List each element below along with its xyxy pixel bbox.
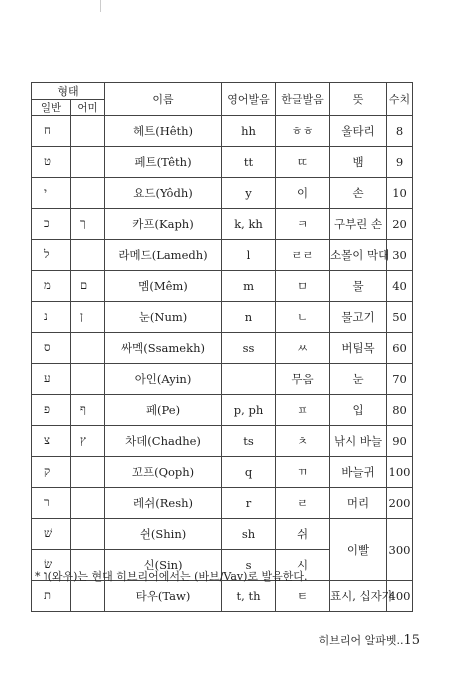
cell-final-letter: ך [71,209,105,240]
cell-final-letter [71,333,105,364]
cell-name: 꼬프(Qoph) [105,457,222,488]
cell-name: 페트(Têth) [105,147,222,178]
cell-name: 헤트(Hêth) [105,116,222,147]
cell-value: 90 [387,426,413,457]
cell-final-letter: ם [71,271,105,302]
cell-meaning: 소몰이 막대 [330,240,387,271]
cell-korean: ㅍ [276,395,330,426]
cell-korean: ㅆ [276,333,330,364]
cell-english: ss [222,333,276,364]
cell-final-letter [71,581,105,612]
cell-english: l [222,240,276,271]
cell-meaning: 버팀목 [330,333,387,364]
cell-value: 9 [387,147,413,178]
table-row [32,240,413,271]
cell-name: 차데(Chadhe) [105,426,222,457]
header-name: 이름 [105,83,222,116]
page-edge-mark [100,0,101,12]
cell-english: t, th [222,581,276,612]
cell-general-letter: י [32,178,71,209]
page-number: 15 [403,633,420,648]
cell-name: 카프(Kaph) [105,209,222,240]
table-row [32,333,413,364]
header-row [32,83,413,100]
cell-general-letter: מ [32,271,71,302]
header-korean: 한글발음 [276,83,330,116]
cell-value: 50 [387,302,413,333]
cell-value: 20 [387,209,413,240]
cell-final-letter [71,116,105,147]
cell-english [222,364,276,395]
cell-english: tt [222,147,276,178]
cell-korean: ㅎㅎ [276,116,330,147]
cell-korean: ㅋ [276,209,330,240]
table-row [32,271,413,302]
table-row [32,519,413,550]
cell-name: 타우(Taw) [105,581,222,612]
cell-value: 100 [387,457,413,488]
cell-general-letter: צ [32,426,71,457]
cell-english: p, ph [222,395,276,426]
table-row [32,364,413,395]
cell-general-letter: ט [32,147,71,178]
cell-korean: 무음 [276,364,330,395]
cell-value: 80 [387,395,413,426]
cell-english: ts [222,426,276,457]
table-row [32,457,413,488]
cell-meaning: 표시, 십자가 [330,581,387,612]
header-english: 영어발음 [222,83,276,116]
cell-meaning: 손 [330,178,387,209]
cell-general-letter: ל [32,240,71,271]
cell-meaning: 뱀 [330,147,387,178]
cell-final-letter [71,364,105,395]
cell-name: 신(Sin) [105,550,222,581]
cell-value: 40 [387,271,413,302]
page-footer [319,632,420,648]
cell-english: hh [222,116,276,147]
cell-general-letter: ק [32,457,71,488]
footnote-letter: ו [44,568,48,584]
cell-general-letter: ר [32,488,71,519]
cell-final-letter [71,519,105,550]
cell-english: m [222,271,276,302]
cell-english: sh [222,519,276,550]
cell-korean: ㄲ [276,457,330,488]
cell-english: n [222,302,276,333]
cell-meaning: 물 [330,271,387,302]
cell-final-letter: ף [71,395,105,426]
cell-korean: ㄹㄹ [276,240,330,271]
table-row [32,178,413,209]
cell-name: 쉰(Shin) [105,519,222,550]
cell-korean: 이 [276,178,330,209]
cell-general-letter: כ [32,209,71,240]
cell-korean: ㅌ [276,581,330,612]
cell-final-letter: ץ [71,426,105,457]
cell-english: y [222,178,276,209]
table-row [32,209,413,240]
cell-name: 레쉬(Resh) [105,488,222,519]
cell-korean: ㅊ [276,426,330,457]
cell-value: 300 [387,519,413,581]
cell-general-letter: ח [32,116,71,147]
cell-value: 30 [387,240,413,271]
cell-meaning: 물고기 [330,302,387,333]
cell-meaning: 입 [330,395,387,426]
cell-general-letter: שׁ [32,519,71,550]
cell-value: 10 [387,178,413,209]
header-value: 수치 [387,83,413,116]
cell-value: 400 [387,581,413,612]
cell-general-letter: נ [32,302,71,333]
cell-general-letter: שׂ [32,550,71,581]
cell-meaning: 머리 [330,488,387,519]
cell-name: 멤(Mêm) [105,271,222,302]
cell-value: 8 [387,116,413,147]
header-general: 일반 [32,100,71,116]
cell-name: 아인(Ayin) [105,364,222,395]
header-final: 어미 [71,100,105,116]
cell-value: 200 [387,488,413,519]
cell-meaning: 눈 [330,364,387,395]
table-row [32,488,413,519]
table-row [32,302,413,333]
cell-meaning: 낚시 바늘 [330,426,387,457]
cell-general-letter: ע [32,364,71,395]
cell-name: 싸멕(Ssamekh) [105,333,222,364]
footnote [35,568,308,585]
cell-final-letter [71,240,105,271]
cell-name: 라메드(Lamedh) [105,240,222,271]
cell-english: k, kh [222,209,276,240]
cell-korean: ㄸ [276,147,330,178]
table-row [32,581,413,612]
cell-korean: ㄹ [276,488,330,519]
hebrew-alphabet-table [31,82,413,612]
cell-general-letter: פ [32,395,71,426]
cell-meaning: 바늘귀 [330,457,387,488]
cell-english: s [222,550,276,581]
cell-name: 페(Pe) [105,395,222,426]
cell-final-letter [71,488,105,519]
cell-final-letter [71,178,105,209]
footnote-star: * [35,570,41,583]
footer-title: 히브리어 알파벳 [318,634,397,647]
cell-meaning: 구부린 손 [330,209,387,240]
cell-value: 60 [387,333,413,364]
header-form: 형태 [32,83,105,100]
table-row [32,395,413,426]
table-row [32,116,413,147]
cell-general-letter: ס [32,333,71,364]
cell-final-letter: ן [71,302,105,333]
cell-general-letter: ת [32,581,71,612]
cell-final-letter [71,457,105,488]
cell-meaning: 울타리 [330,116,387,147]
cell-english: r [222,488,276,519]
table-row [32,426,413,457]
header-meaning: 뜻 [330,83,387,116]
cell-korean: ㅁ [276,271,330,302]
cell-korean: ㄴ [276,302,330,333]
footnote-text: (와우)는 현대 히브리어에서는 (바브/Vav)로 발음한다. [47,570,308,583]
cell-final-letter [71,147,105,178]
cell-english: q [222,457,276,488]
cell-name: 눈(Num) [105,302,222,333]
cell-korean: 쉬 [276,519,330,550]
table-row [32,147,413,178]
cell-meaning: 이빨 [330,519,387,581]
cell-value: 70 [387,364,413,395]
footer-sep: .. [396,634,404,647]
cell-korean: 시 [276,550,330,581]
cell-name: 요드(Yôdh) [105,178,222,209]
